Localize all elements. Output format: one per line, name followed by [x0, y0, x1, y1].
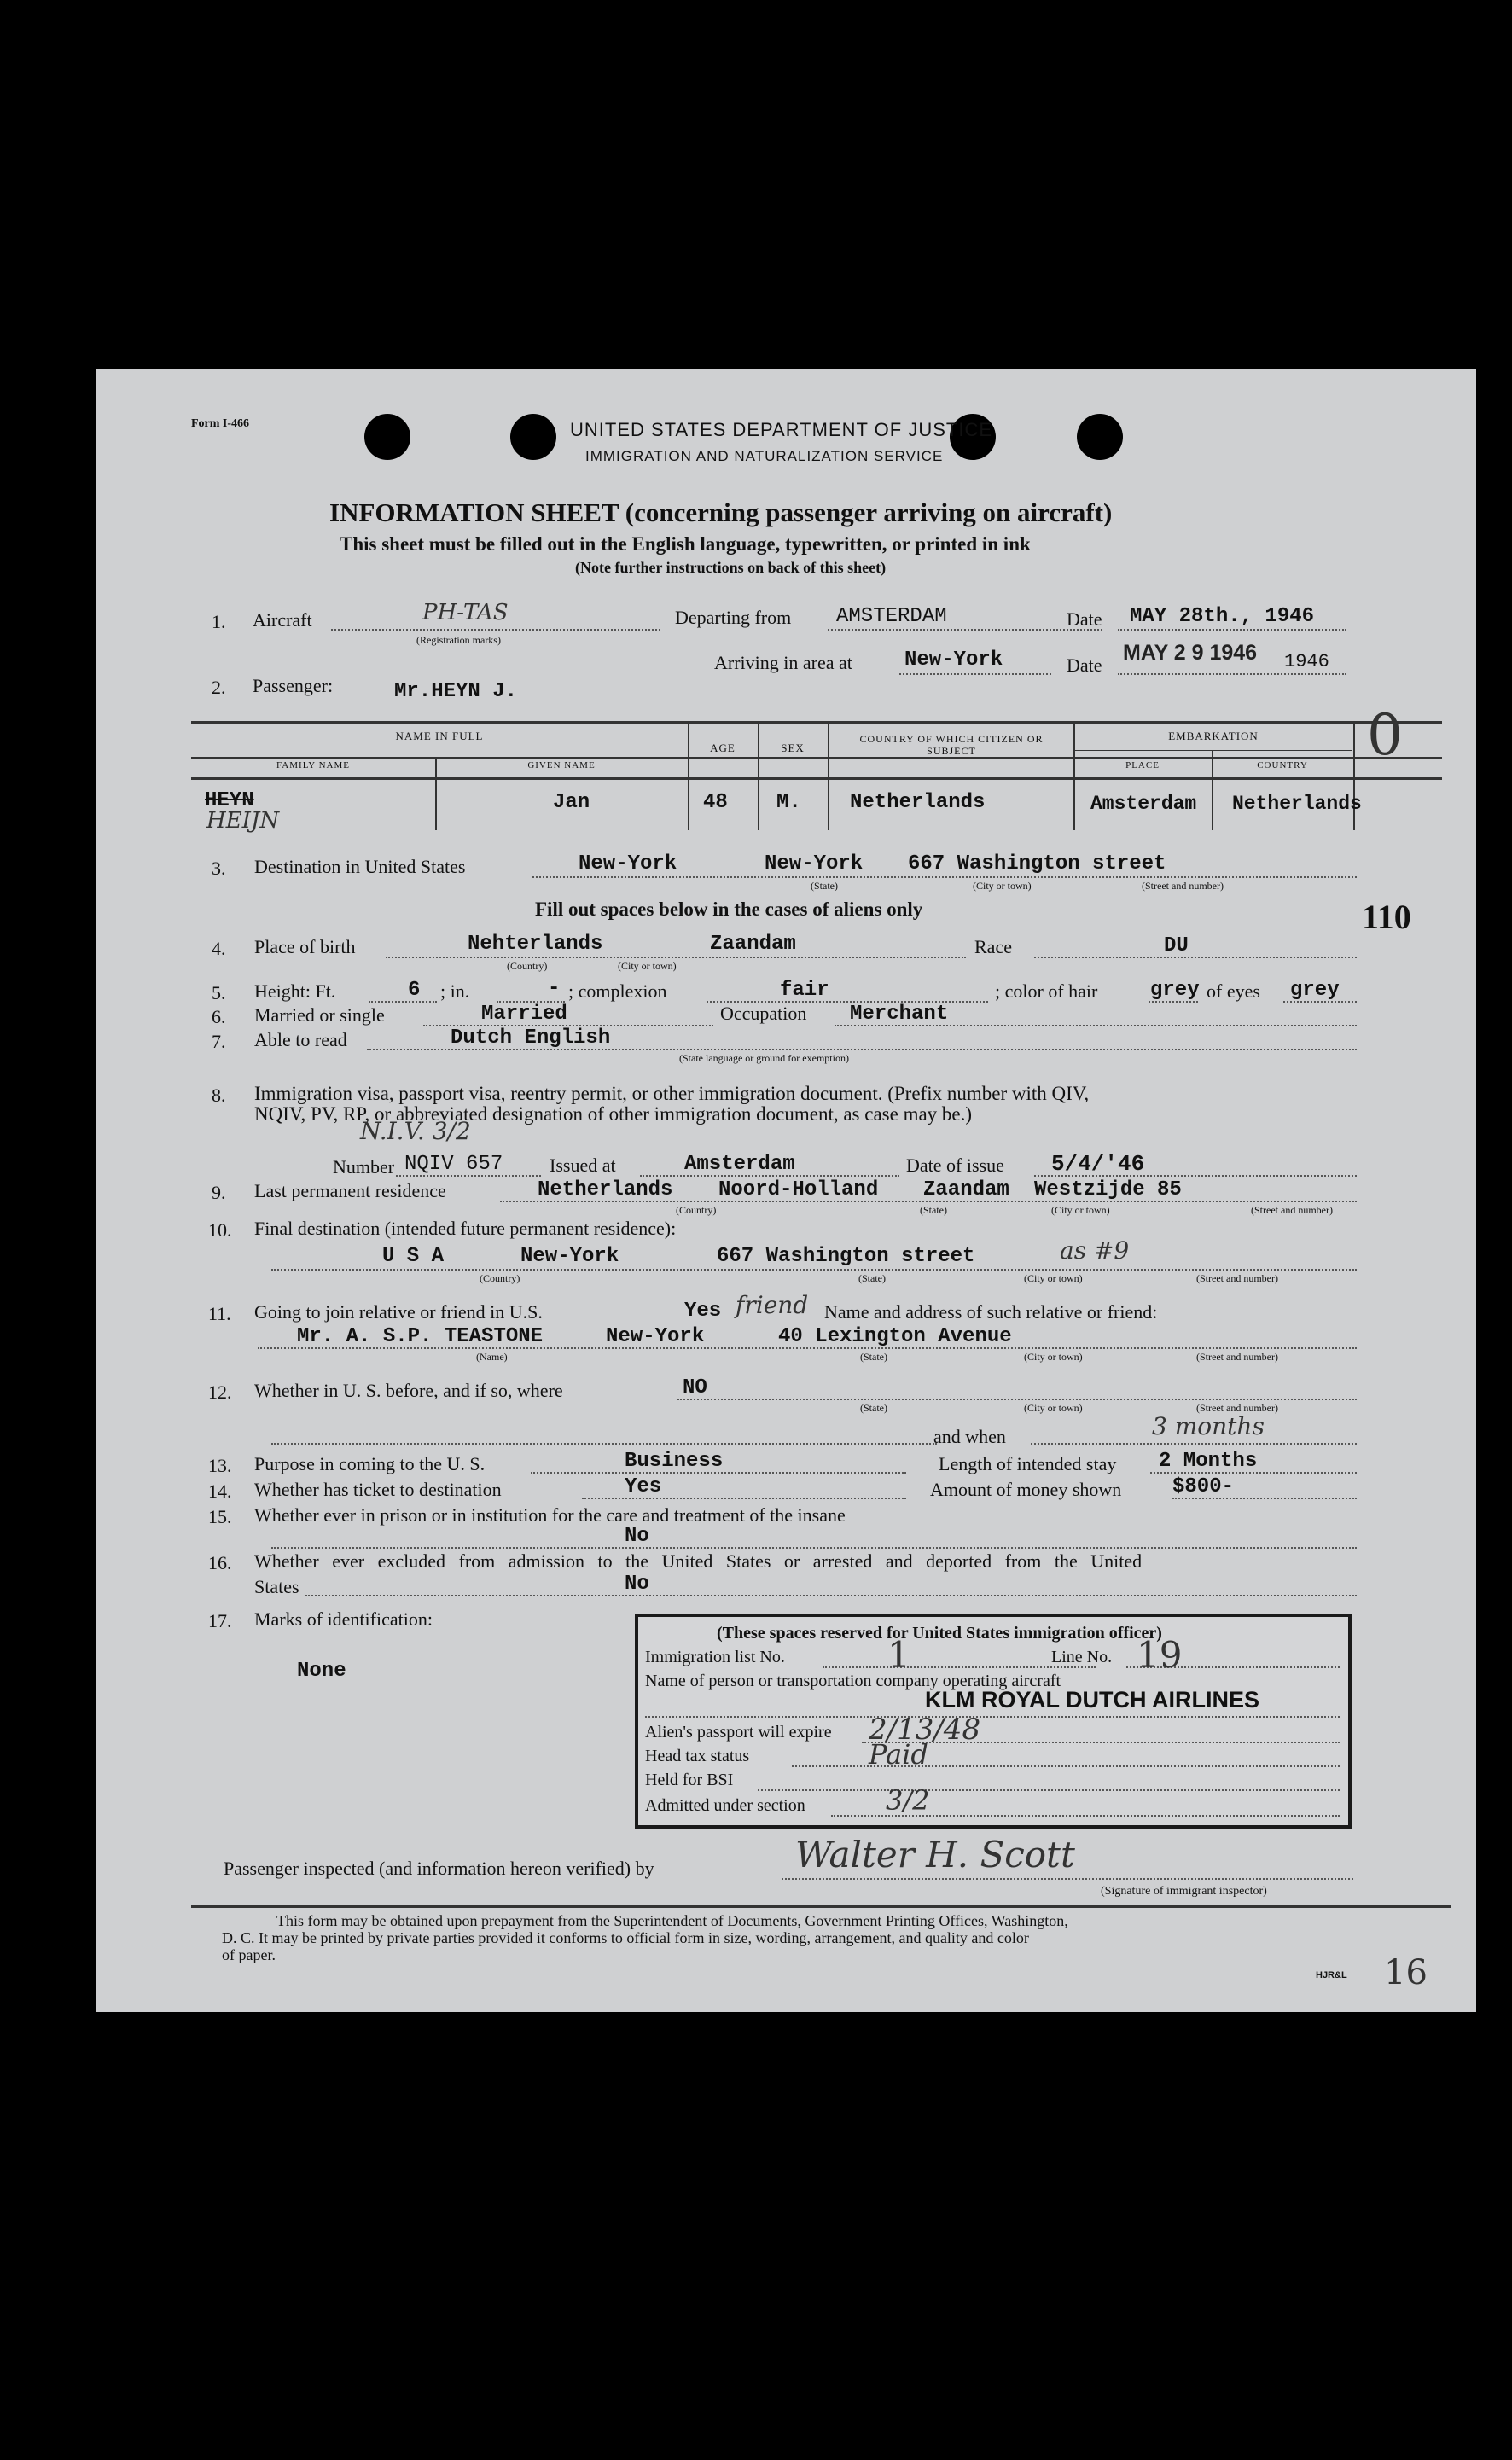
residence-label: Last permanent residence	[254, 1180, 446, 1201]
residence-street: Westzijde 85	[1034, 1178, 1182, 1201]
item-number: 4.	[212, 938, 226, 959]
passport-expire-value: 2/13/48	[869, 1713, 981, 1747]
married-value: Married	[481, 1003, 567, 1026]
stay-value: 2 Months	[1159, 1450, 1258, 1473]
marks-label: Marks of identification:	[254, 1608, 433, 1630]
destination-state: New-York	[579, 852, 677, 875]
when-handwritten: 3 months	[1152, 1412, 1265, 1440]
visa-number-value: NQIV 657	[404, 1153, 503, 1176]
join-handwritten: friend	[736, 1291, 809, 1319]
item-number: 11.	[208, 1303, 231, 1324]
item-number: 5.	[212, 982, 226, 1003]
admitted-label: Admitted under section	[645, 1796, 805, 1815]
hair-value: grey	[1150, 979, 1200, 1002]
stay-label: Length of intended stay	[939, 1453, 1117, 1474]
signature-caption: (Signature of immigrant inspector)	[1101, 1885, 1267, 1898]
item-number: 8.	[212, 1085, 226, 1106]
page-title: INFORMATION SHEET (concerning passenger arriving on aircraft)	[329, 497, 1113, 527]
state-caption: (State)	[811, 880, 838, 892]
visa-line2: NQIV, PV, RP, or abbreviated designation of other immigration document, as case may be.)	[254, 1103, 973, 1125]
visa-line1: Immigration visa, passport visa, reentry permit, or other immigration document. (Prefix number with QIV,	[254, 1083, 1090, 1104]
prison-value: No	[625, 1525, 649, 1548]
list-number-label: Immigration list No.	[645, 1648, 785, 1666]
item-number: 17.	[208, 1610, 232, 1631]
aircraft-value: PH-TAS	[422, 600, 509, 625]
date-issue-value: 5/4/'46	[1051, 1151, 1145, 1177]
aliens-heading: Fill out spaces below in the cases of aliens only	[535, 899, 923, 920]
footer-line3: of paper.	[222, 1946, 276, 1963]
prison-label: Whether ever in prison or in institution for the care and treatment of the insane	[254, 1504, 846, 1526]
item-number: 10.	[208, 1219, 232, 1241]
line-number-label: Line No.	[1051, 1648, 1113, 1666]
punch-hole	[364, 414, 410, 460]
issued-at-value: Amsterdam	[684, 1153, 795, 1176]
join-label: Going to join relative or friend in U.S.	[254, 1301, 543, 1323]
complexion-label: ; complexion	[568, 980, 667, 1002]
residence-country: Netherlands	[538, 1178, 673, 1201]
married-label: Married or single	[254, 1004, 385, 1026]
arrival-year: 1946	[1284, 651, 1329, 672]
given-name-header: GIVEN NAME	[527, 760, 596, 771]
service-name: IMMIGRATION AND NATURALIZATION SERVICE	[585, 448, 944, 464]
occupation-value: Merchant	[850, 1003, 949, 1026]
arriving-label: Arriving in area at	[714, 652, 852, 673]
birth-country: Nehterlands	[468, 933, 603, 956]
street-caption: (Street and number)	[1196, 1351, 1278, 1363]
country-caption: (Country)	[507, 960, 548, 972]
visa-handwritten: N.I.V. 3/2	[360, 1117, 471, 1145]
item-number: 13.	[208, 1455, 232, 1476]
city-caption: (City or town)	[1024, 1351, 1083, 1363]
ticket-label: Whether has ticket to destination	[254, 1479, 502, 1500]
passenger-label: Passenger:	[253, 675, 334, 696]
excluded-line1: Whether ever excluded from admission to the United States or arrested and deported from the United	[254, 1550, 1143, 1572]
city-caption: (City or town)	[1051, 1204, 1110, 1216]
place-header: PLACE	[1125, 760, 1160, 771]
street-caption: (Street and number)	[1196, 1272, 1278, 1284]
sex-value: M.	[776, 791, 801, 814]
printer-mark: HJR&L	[1316, 1970, 1347, 1980]
purpose-value: Business	[625, 1450, 724, 1473]
item-number: 15.	[208, 1506, 232, 1527]
instructions-note: (Note further instructions on back of this sheet)	[575, 559, 887, 576]
item-number: 9.	[212, 1182, 226, 1203]
punch-hole	[510, 414, 556, 460]
residence-city: Zaandam	[923, 1178, 1009, 1201]
item-number: 14.	[208, 1480, 232, 1502]
city-caption: (City or town)	[618, 960, 677, 972]
item-number: 2.	[212, 677, 226, 698]
line-number-value: 19	[1137, 1634, 1183, 1676]
head-tax-label: Head tax status	[645, 1747, 750, 1765]
embarkation-header: EMBARKATION	[1168, 730, 1259, 742]
money-value: $800-	[1172, 1475, 1235, 1498]
item-number: 6.	[212, 1006, 226, 1027]
race-value: DU	[1164, 934, 1189, 957]
admitted-value: 3/2	[886, 1784, 930, 1817]
complexion-value: fair	[780, 979, 829, 1002]
read-label: Able to read	[254, 1029, 347, 1050]
eyes-label: of eyes	[1207, 980, 1260, 1002]
head-tax-value: Paid	[869, 1738, 928, 1771]
inspection-label: Passenger inspected (and information hereon verified) by	[224, 1858, 654, 1879]
officer-box	[635, 1614, 1352, 1829]
registration-caption: (Registration marks)	[416, 634, 501, 646]
passenger-value: Mr.HEYN J.	[394, 680, 518, 703]
destination-city: New-York	[765, 852, 864, 875]
departure-date: MAY 28th., 1946	[1130, 605, 1315, 628]
passport-expire-label: Alien's passport will expire	[645, 1723, 832, 1742]
family-name-value: HEYN	[205, 789, 254, 812]
date-issue-label: Date of issue	[906, 1154, 1004, 1176]
final-state: New-York	[520, 1245, 619, 1268]
citizen-value: Netherlands	[850, 791, 986, 814]
citizen-country-header: COUNTRY OF WHICH CITIZEN OR SUBJECT	[859, 733, 1044, 757]
relative-street: 40 Lexington Avenue	[778, 1325, 1012, 1348]
operator-value: KLM ROYAL DUTCH AIRLINES	[925, 1687, 1260, 1713]
name-in-full-header: NAME IN FULL	[395, 730, 484, 742]
final-street: 667 Washington street	[717, 1245, 975, 1268]
corner-page-number: 16	[1384, 1953, 1428, 1992]
item-number: 12.	[208, 1381, 232, 1403]
destination-label: Destination in United States	[254, 856, 466, 877]
family-name-header: FAMILY NAME	[276, 760, 350, 771]
state-caption: (State)	[860, 1351, 887, 1363]
age-header: AGE	[710, 741, 736, 754]
language-caption: (State language or ground for exemption)	[679, 1052, 849, 1064]
destination-street: 667 Washington street	[908, 852, 1166, 875]
city-caption: (City or town)	[973, 880, 1032, 892]
height-feet: 6	[408, 979, 421, 1002]
departing-label: Departing from	[675, 607, 792, 628]
age-value: 48	[703, 791, 728, 814]
state-caption: (State)	[920, 1204, 947, 1216]
footer-line1: This form may be obtained upon prepayment from the Superintendent of Documents, Government Printing Offices, Washington,	[276, 1912, 1068, 1929]
when-label: and when	[933, 1426, 1006, 1447]
race-label: Race	[974, 936, 1012, 957]
bsi-label: Held for BSI	[645, 1771, 734, 1789]
agency-name: UNITED STATES DEPARTMENT OF JUSTICE	[570, 419, 993, 440]
given-name-value: Jan	[553, 791, 590, 814]
residence-state: Noord-Holland	[718, 1178, 879, 1201]
city-caption: (City or town)	[1024, 1272, 1083, 1284]
date2-label: Date	[1067, 654, 1102, 676]
page-subtitle: This sheet must be filled out in the English language, typewritten, or printed in ink	[340, 533, 1031, 555]
inspector-signature: Walter H. Scott	[795, 1834, 1075, 1876]
city-caption: (City or town)	[1024, 1402, 1083, 1414]
final-country: U S A	[382, 1245, 445, 1268]
officer-box-heading: (These spaces reserved for United States immigration officer)	[717, 1624, 1162, 1643]
footer-line2: D. C. It may be printed by private parties provided it conforms to official form in size, wording, arrangement, and quality and color	[222, 1929, 1029, 1946]
visa-number-label: Number	[333, 1156, 395, 1178]
state-caption: (State)	[858, 1272, 886, 1284]
country-header: COUNTRY	[1257, 760, 1308, 771]
final-handwritten: as #9	[1060, 1236, 1130, 1265]
inches-label: ; in.	[440, 980, 470, 1002]
money-label: Amount of money shown	[930, 1479, 1122, 1500]
aircraft-label: Aircraft	[253, 609, 312, 631]
punch-hole	[1077, 414, 1123, 460]
ticket-value: Yes	[625, 1475, 662, 1498]
street-caption: (Street and number)	[1196, 1402, 1278, 1414]
item-number: 16.	[208, 1552, 232, 1573]
street-caption: (Street and number)	[1251, 1204, 1333, 1216]
list-number-value: 1	[887, 1634, 910, 1676]
item-number: 3.	[212, 858, 226, 879]
arriving-value: New-York	[904, 648, 1003, 672]
hair-label: ; color of hair	[995, 980, 1098, 1002]
operator-label: Name of person or transportation company operating aircraft	[645, 1672, 1061, 1690]
read-value: Dutch English	[451, 1026, 611, 1050]
height-inches: -	[548, 977, 561, 1000]
before-value: NO	[683, 1376, 707, 1399]
height-label: Height: Ft.	[254, 980, 336, 1002]
form-sheet	[96, 369, 1476, 2012]
item-number: 7.	[212, 1031, 226, 1052]
sex-header: SEX	[781, 741, 805, 754]
embark-place-value: Amsterdam	[1090, 793, 1197, 815]
issued-at-label: Issued at	[550, 1154, 616, 1176]
occupation-label: Occupation	[720, 1003, 807, 1024]
country-caption: (Country)	[676, 1204, 717, 1216]
eyes-value: grey	[1290, 979, 1340, 1002]
excluded-value: No	[625, 1573, 649, 1596]
arrival-date-stamp: MAY 2 9 1946	[1123, 641, 1258, 665]
margin-circle-mark: 0	[1367, 702, 1403, 768]
state-caption: (State)	[860, 1402, 887, 1414]
relative-name: Mr. A. S.P. TEASTONE	[297, 1325, 544, 1348]
excluded-line2: States	[254, 1576, 299, 1597]
relative-state: New-York	[606, 1325, 705, 1348]
birth-city: Zaandam	[710, 933, 796, 956]
join-value: Yes	[684, 1300, 722, 1323]
embark-country-value: Netherlands	[1232, 793, 1362, 815]
relative-name-label: Name and address of such relative or friend:	[824, 1301, 1158, 1323]
country-caption: (Country)	[480, 1272, 520, 1284]
name-caption: (Name)	[476, 1351, 508, 1363]
street-caption: (Street and number)	[1142, 880, 1224, 892]
date-label: Date	[1067, 608, 1102, 630]
before-label: Whether in U. S. before, and if so, where	[254, 1380, 563, 1401]
departing-value: AMSTERDAM	[836, 605, 947, 628]
family-name-handwritten: HEIJN	[206, 808, 280, 834]
item-number: 1.	[212, 611, 226, 632]
form-number: Form I-466	[191, 417, 250, 430]
marks-value: None	[297, 1660, 346, 1683]
birthplace-label: Place of birth	[254, 936, 356, 957]
final-destination-label: Final destination (intended future permanent residence):	[254, 1218, 677, 1239]
margin-code: 110	[1362, 898, 1411, 936]
purpose-label: Purpose in coming to the U. S.	[254, 1453, 486, 1474]
